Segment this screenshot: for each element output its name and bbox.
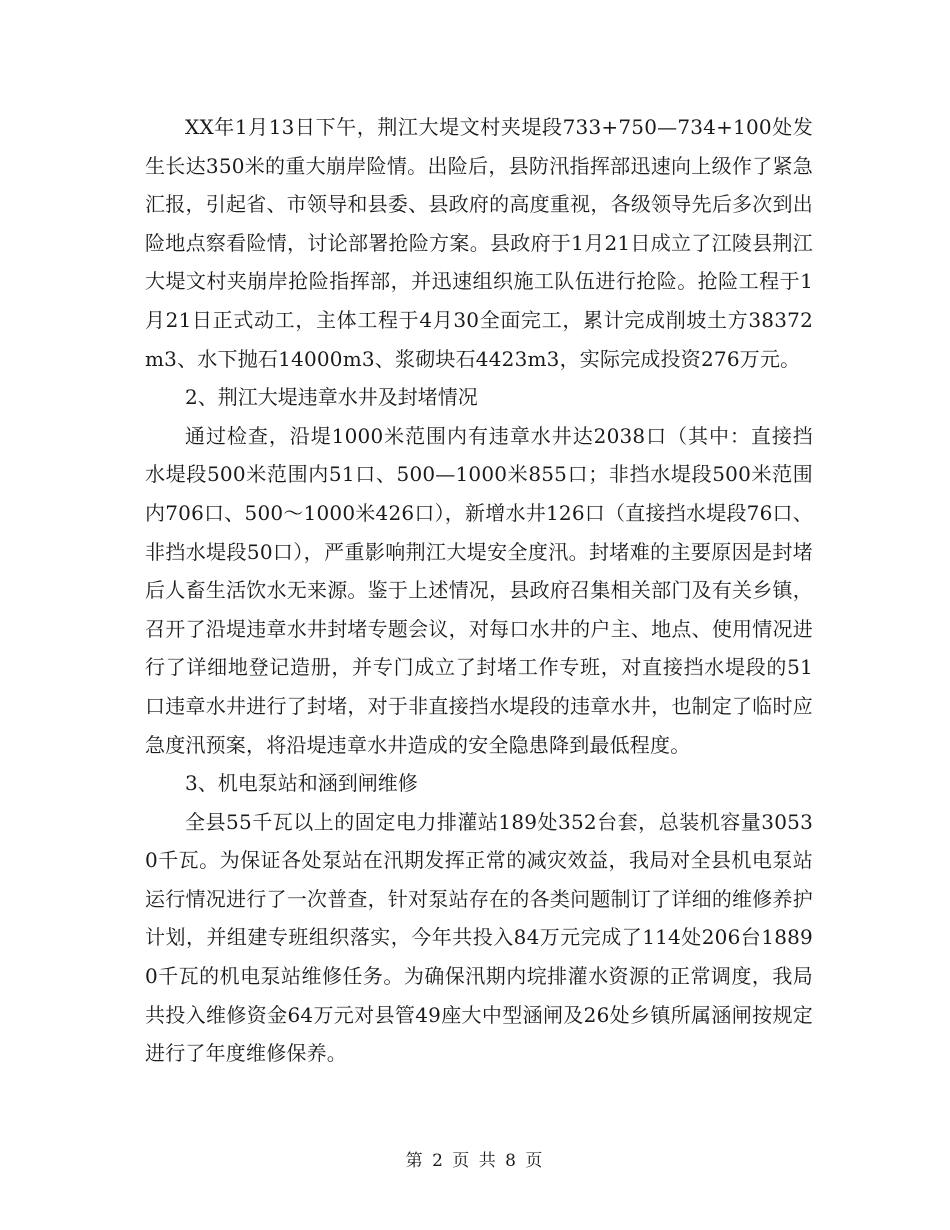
page-number-footer: 第 2 页 共 8 页 [405,1151,545,1171]
paragraph-illegal-wells: 通过检查，沿堤1000米范围内有违章水井达2038口（其中：直接挡水堤段500米范围内51口、500—1000米855口；非挡水堤段500米范围内706口、500～1000米426口），新增水井126口（直接挡水堤段76口、非挡水堤段50口），严重影响荆江大堤安全度汛。封堵难的主要原因是封堵后人畜生活饮水无来源。鉴于上述情况，县政府召集相关部门及有关乡镇，召开了沿堤违章水井封堵专题会议，对每口水井的户主、地点、使用情况进行了详细地登记造册，并专门成立了封堵工作专班，对直接挡水堤段的51口违章水井进行了封堵，对于非直接挡水堤段的违章水井，也制定了临时应急度汛预案，将沿堤违章水井造成的安全隐患降到最低程度。 [145,423,813,757]
section-heading-pump-stations: 3、机电泵站和涵到闸维修 [185,771,418,796]
paragraph-pump-stations: 全县55千瓦以上的固定电力排灌站189处352台套，总装机容量30530千瓦。为保证各处泵站在汛期发挥正常的减灾效益，我局对全县机电泵站运行情况进行了一次普查，针对泵站存在的各类问题制订了详细的维修养护计划，并组建专班组织落实，今年共投入84万元完成了114处206台18890千瓦的机电泵站维修任务。为确保汛期内垸排灌水资源的正常调度，我局共投入维修资金64万元对县管49座大中型涵闸及26处乡镇所属涵闸按规定进行了年度维修保养。 [145,809,813,1066]
paragraph-collapse-report: XX年1月13日下午，荆江大堤文村夹堤段733+750—734+100处发生长达350米的重大崩岸险情。出险后，县防汛指挥部迅速向上级作了紧急汇报，引起省、市领导和县委、县政府的高度重视，各级领导先后多次到出险地点察看险情，讨论部署抢险方案。县政府于1月21日成立了江陵县荆江大堤文村夹崩岸抢险指挥部，并迅速组织施工队伍进行抢险。抢险工程于1月21日正式动工，主体工程于4月30全面完工，累计完成削坡土方38372m3、水下抛石14000m3、浆砌块石4423m3，实际完成投资276万元。 [145,115,813,371]
document-body [145,108,813,1073]
section-heading-illegal-wells: 2、荆江大堤违章水井及封堵情况 [185,385,478,410]
